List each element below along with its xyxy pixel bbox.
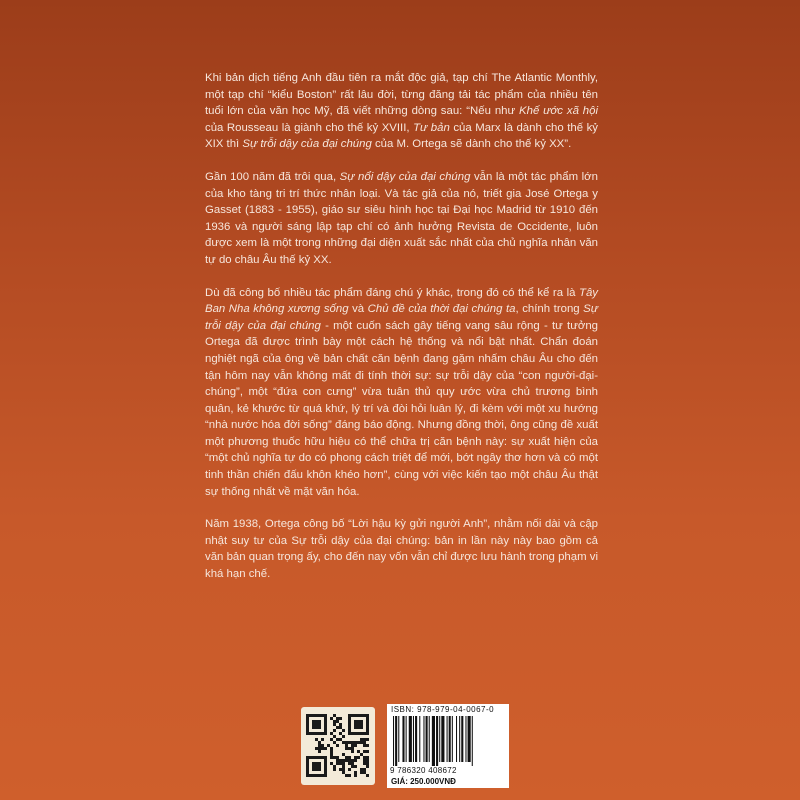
paragraph-text: Năm 1938, Ortega công bố “Lời hậu kỳ gửi người Anh”, nhằm nối dài và cập nhật suy tư của Sự trỗi dậy của đại chúng: bản in lần này này bao gồm cả văn bản quan trọng ấy, cho đến nay vốn vẫn chỉ được lưu hành trong phạm vi khá hạn chế. [205, 518, 598, 581]
book-title-text: Khế ước xã hội [519, 105, 599, 118]
paragraph-text: của Rousseau là giành cho thế kỷ XVIII, [205, 121, 414, 134]
book-title-text: Sự nổi dậy của đại chúng [339, 170, 471, 183]
paragraph-text: Gần 100 năm đã trôi qua, [205, 170, 340, 183]
book-title-text: Chủ đề của thời đại chúng ta [367, 303, 516, 316]
blurb-paragraph-1 [205, 70, 598, 153]
paragraph-text: - một cuốn sách gây tiếng vang sâu rộng - tư tưởng Ortega đã được trình bày một cách hệ thống và nổi bật nhất. Chẩn đoán nghiệt ngã của ông về bản chất căn bệnh đang gặm nhấm châu Âu cho đến tận hôm nay vẫn không mất đi tính thời sự: sự trỗi dậy của “con người-đại-chúng”, một “đứa con cưng” vừa tuân thủ quy ước vừa chủ trương bình quân, kẻ khước từ quá khứ, lý trí và đòi hỏi luân lý, đi kèm với một xu hướng “nhà nước hóa đời sống” đáng báo động. Nhưng đồng thời, ông cũng đề xuất một phương thuốc hữu hiệu có thể chữa trị căn bệnh này: sự xuất hiện của “một chủ nghĩa tự do có phong cách triệt để mới, bớt ngây thơ hơn và có một tinh thần chiến đấu khôn khéo hơn”, cùng với việc kiến tạo một châu Âu thật sự thống nhất về mặt văn hóa. [205, 319, 598, 498]
isbn-barcode-box [387, 704, 509, 788]
book-title-text: Tư bản [413, 121, 450, 134]
blurb-paragraph-4 [205, 516, 598, 582]
paragraph-text: Dù đã công bố nhiều tác phẩm đáng chú ý khác, trong đó có thể kể ra là [205, 286, 579, 299]
price-label: GIÁ: 250.000VNĐ [391, 777, 456, 786]
book-title-text: Sự trỗi dậy của đại chúng [242, 138, 372, 151]
barcode-digits: 9 786320 408672 [390, 766, 457, 775]
paragraph-text: Khi bản dịch tiếng Anh đầu tiên ra mắt độc giả, tạp chí The Atlantic Monthly, một tạp chí “kiểu Boston” rất lâu đời, từng đăng tải tác phẩm của nhiều tên tuổi lớn của văn học Mỹ, đã viết những dòng sau: “Nếu như [205, 72, 598, 118]
paragraph-text: vẫn là một tác phẩm lớn của kho tàng tri trí thức nhân loại. Và tác giả của nó, triết gia José Ortega y Gasset (1883 - 1955), giáo sư siêu hình học tại Đại học Madrid từ 1910 đến 1936 và người sáng lập tạp chí có ảnh hưởng Revista de Occidente, luôn được xem là một trong những đại diện xuất sắc nhất của chủ nghĩa nhân văn tự do châu Âu thế kỷ XX. [205, 170, 598, 266]
blurb-text [205, 70, 598, 583]
book-title-text: Tây Ban Nha không xương sống [205, 286, 598, 316]
book-title-text: Sự trỗi dậy của đại chúng [205, 303, 598, 332]
paragraph-text: và [348, 303, 368, 316]
blurb-paragraph-3 [205, 285, 598, 501]
blurb-paragraph-2 [205, 169, 598, 269]
paragraph-text: của Marx là dành cho thế kỷ XIX thì [205, 121, 598, 151]
paragraph-text: của M. Ortega sẽ dành cho thế kỷ XX”. [371, 138, 572, 151]
barcode-icon [393, 716, 503, 766]
qr-code [301, 707, 375, 785]
isbn-number: ISBN: 978-979-04-0067-0 [391, 705, 495, 714]
paragraph-text: , chính trong [515, 303, 584, 316]
